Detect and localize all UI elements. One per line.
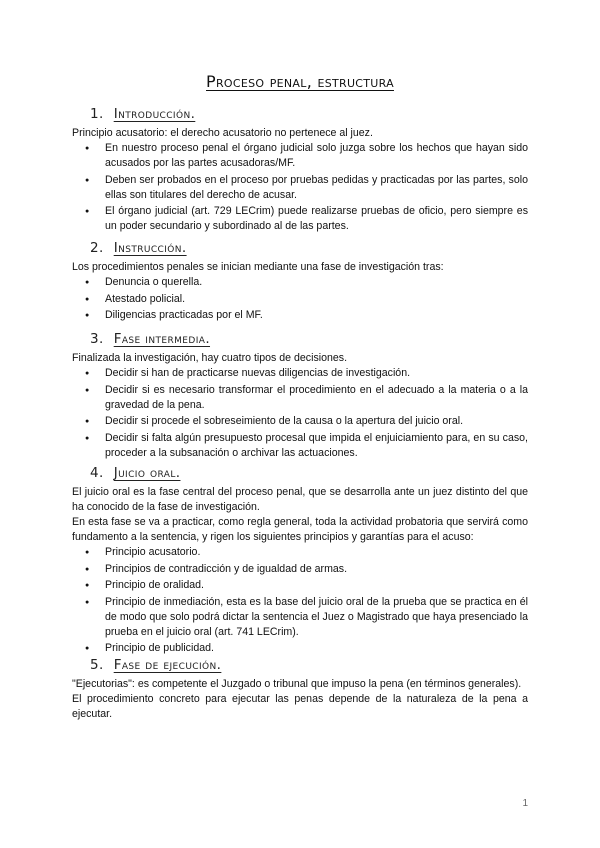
list-item: ● Decidir si falta algún presupuesto procesal que impida el enjuiciamiento para, en su caso, proceder a la subsanación o archivar las actuaciones. xyxy=(105,431,528,461)
section-heading xyxy=(90,657,528,673)
list-item: ● Principio de publicidad. xyxy=(105,641,528,656)
list-item: ● Decidir si procede el sobreseimiento de la causa o la apertura del juicio oral. xyxy=(105,414,528,429)
section-juicio-oral xyxy=(72,465,528,658)
page-number: 1 xyxy=(522,798,528,809)
list-item: ● Deben ser probados en el proceso por pruebas pedidas y practicadas por las partes, solo ellas son titulares del derecho de acusar. xyxy=(105,173,528,203)
section-introduccion xyxy=(72,106,528,236)
section-number: 5. xyxy=(90,657,104,673)
section-title: Juicio oral. xyxy=(113,465,181,481)
list-item: ● Denuncia o querella. xyxy=(105,275,528,290)
list-item: ● Decidir si han de practicarse nuevas diligencias de investigación. xyxy=(105,366,528,381)
list-item: ● Diligencias practicadas por el MF. xyxy=(105,308,528,323)
section-number: 3. xyxy=(90,331,104,347)
section-heading xyxy=(90,465,528,481)
paragraph: El procedimiento concreto para ejecutar las penas depende de la naturaleza de la pena a ejecutar. xyxy=(72,693,528,720)
bullet-list xyxy=(72,141,528,234)
bullet-list xyxy=(72,545,528,656)
section-fase-ejecucion xyxy=(72,657,528,722)
list-item: ● Principio de oralidad. xyxy=(105,578,528,593)
section-number: 4. xyxy=(90,465,104,481)
section-title: Fase de ejecución. xyxy=(113,657,222,673)
list-item: ● Principio de inmediación, esta es la base del juicio oral de la prueba que se practica en él de modo que solo podrá dictar la sentencia el Juez o Magistrado que haya presenciado la prueba en el juicio oral (art. 741 LECrim). xyxy=(105,595,528,640)
paragraph: Principio acusatorio: el derecho acusatorio no pertenece al juez. xyxy=(72,127,373,139)
section-title: Introducción. xyxy=(113,106,196,122)
section-heading xyxy=(90,240,528,256)
section-title: Instrucción. xyxy=(113,240,187,256)
section-number: 1. xyxy=(90,106,104,122)
bullet-list xyxy=(72,366,528,461)
list-item: ● Decidir si es necesario transformar el procedimiento en el adecuado a la materia o a la gravedad de la pena. xyxy=(105,383,528,413)
paragraph: "Ejecutorias": es competente el Juzgado o tribunal que impuso la pena (en términos generales). xyxy=(72,678,522,690)
section-heading xyxy=(90,331,528,347)
section-fase-intermedia xyxy=(72,331,528,462)
section-number: 2. xyxy=(90,240,104,256)
list-item: ● El órgano judicial (art. 729 LECrim) puede realizarse pruebas de oficio, pero siempre es un poder secundario y subordinado al de las partes. xyxy=(105,204,528,234)
section-title: Fase intermedia. xyxy=(113,331,211,347)
section-instruccion xyxy=(72,240,528,325)
list-item: ● Atestado policial. xyxy=(105,292,528,307)
list-item: ● Principios de contradicción y de igualdad de armas. xyxy=(105,562,528,577)
document-title: Proceso penal, estructura xyxy=(206,72,394,91)
paragraph: El juicio oral es la fase central del proceso penal, que se desarrolla ante un juez distinto del que ha conocido de la fase de investigación. xyxy=(72,486,528,513)
list-item: ● Principio acusatorio. xyxy=(105,545,528,560)
document-page xyxy=(72,0,528,848)
paragraph: En esta fase se va a practicar, como regla general, toda la actividad probatoria que servirá como fundamento a la sentencia, y rigen los siguientes principios y garantías para el acuso: xyxy=(72,516,528,543)
paragraph: Finalizada la investigación, hay cuatro tipos de decisiones. xyxy=(72,352,348,364)
section-heading xyxy=(90,106,528,122)
list-item: ● En nuestro proceso penal el órgano judicial solo juzga sobre los hechos que hayan sido acusados por las partes acusadoras/MF. xyxy=(105,141,528,171)
bullet-list xyxy=(72,275,528,323)
paragraph: Los procedimientos penales se inician mediante una fase de investigación tras: xyxy=(72,261,444,273)
